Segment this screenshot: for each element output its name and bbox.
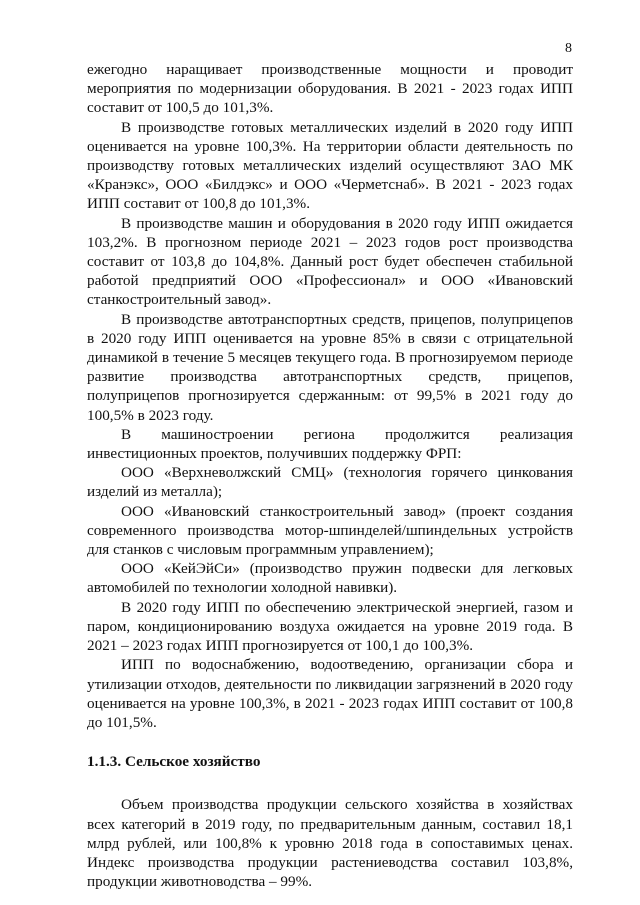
paragraph: ИПП по водоснабжению, водоотведению, организации сбора и утилизации отходов, деятельности по ликвидации загрязнений в 2020 году оценивается на уровне 100,3%, в 2021 - 2023 годах ИПП составит от 100,8 до 101,5%. bbox=[87, 656, 573, 731]
paragraph: В 2020 году ИПП по обеспечению электрической энергией, газом и паром, кондиционированию воздуха ожидается на уровне 2019 года. В 2021 – 2023 годах ИПП прогнозируется от 100,1 до 100,3%. bbox=[87, 598, 573, 655]
paragraph: В производстве автотранспортных средств, прицепов, полуприцепов в 2020 году ИПП оценивается на уровне 85% в связи с отрицательной динамикой в течение 5 месяцев текущего года. В прогнозируемом периоде развитие производства автотранспортных средств, прицепов, полуприцепов прогнозируется сдержанным: от 99,5% в 2021 году до 100,5% в 2023 году. bbox=[87, 310, 573, 424]
paragraph: В машиностроении региона продолжится реализация инвестиционных проектов, получивших поддержку ФРП: bbox=[87, 425, 573, 463]
paragraph: В производстве готовых металлических изделий в 2020 году ИПП оценивается на уровне 100,3%. На территории области деятельность по производству готовых металлических изделий осуществляют ЗАО МК «Кранэкс», ООО «Билдэкс» и ООО «Черметснаб». В 2021 - 2023 годах ИПП составит от 100,8 до 101,3%. bbox=[87, 118, 573, 213]
paragraph: ежегодно наращивает производственные мощности и проводит мероприятия по модернизации оборудования. В 2021 - 2023 годах ИПП составит от 100,5 до 101,3%. bbox=[87, 61, 573, 117]
body-text bbox=[87, 60, 573, 891]
section-heading: 1.1.3. Сельское хозяйство bbox=[87, 753, 261, 771]
list-item: ООО «Верхневолжский СМЦ» (технология горячего цинкования изделий из металла); bbox=[87, 464, 573, 501]
paragraph: Объем производства продукции сельского хозяйства в хозяйствах всех категорий в 2019 году, по предварительным данным, составил 18,1 млрд рублей, или 100,8% к уровню 2018 года в сопоставимых ценах. Индекс производства продукции растениеводства составил 103,8%, продукции животноводства – 99%. bbox=[87, 796, 573, 891]
page-number: 8 bbox=[565, 41, 572, 56]
paragraph: В производстве машин и оборудования в 2020 году ИПП ожидается 103,2%. В прогнозном периоде 2021 – 2023 годов рост производства составит от 103,8 до 104,8%. Данный рост будет обеспечен стабильной работой предприятий ООО «Профессионал» и ООО «Ивановский станкостроительный завод». bbox=[87, 214, 573, 309]
list-item: ООО «КейЭйСи» (производство пружин подвески для легковых автомобилей по технологии холодной навивки). bbox=[87, 560, 573, 597]
list-item: ООО «Ивановский станкостроительный завод» (проект создания современного производства мотор-шпинделей/шпиндельных устройств для станков с числовым программным управлением); bbox=[87, 502, 573, 559]
